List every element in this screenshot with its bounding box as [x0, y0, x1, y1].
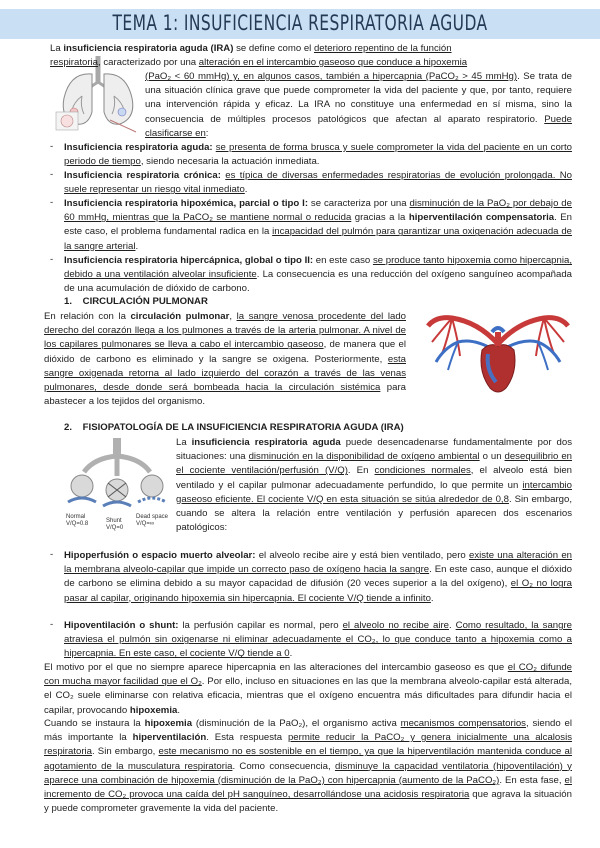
intro-body [145, 70, 572, 141]
class-underline: es típica de diversas enfermedades respiratorias de evolución prolongada. No suele representar un riesgo vital inmediato [64, 170, 572, 196]
scenario-text: . [449, 620, 456, 631]
s1-text: , [229, 311, 237, 322]
scenario-underline: existe una alteración en la membrana alveolo-capilar que impide un correcto paso de oxígeno hacia la sangre [64, 550, 572, 576]
motivo-text: El motivo por el que no siempre aparece hipercapnia en las alteraciones del intercambio gaseoso es que [44, 662, 508, 673]
class-underline: incapacidad del pulmón para garantizar una oxigenación adecuada de la sangre arterial [64, 226, 572, 252]
class-title: Insuficiencia respiratoria hipoxémica, parcial o tipo I: [64, 198, 309, 209]
section-1-body [44, 310, 406, 409]
scenario-underline: el O₂ no logra pasar al capilar, originando hipoxemia sin hipercapnia. El cociente V/Q tiende a infinito [64, 578, 573, 604]
class-text: . La consecuencia es una reducción del oxígeno sanguíneo acompañada de una acumulación de dióxido de carbono. [64, 269, 572, 295]
vq-label-normal-ratio: V/Q=0.8 [66, 521, 89, 527]
s1-text: En relación con la [44, 311, 131, 322]
pulmonary-circulation-illustration [418, 292, 578, 402]
classify-link: Puede clasificarse en [145, 113, 572, 139]
s2-underline: disminución en la disponibilidad de oxígeno ambiental [248, 451, 480, 463]
motivo-underline: el CO₂ difunde con mucha mayor facilidad que el O₂ [44, 662, 572, 688]
intro-text: se define como el [233, 43, 314, 54]
class-text: , siendo necesaria la actuación inmediata. [140, 156, 320, 168]
vq-label-shunt: Shunt [106, 518, 122, 524]
motivo-text: . [177, 704, 180, 716]
final-underline: permite reducir la PaCO₂ y genera inicialmente una alcalosis respiratoria [44, 732, 572, 758]
scenario-text: . [289, 648, 293, 660]
final-bold-term: hipoxemia [144, 718, 193, 729]
class-bold-term: hiperventilación compensatoria [408, 212, 555, 224]
scenario-text: la perfusión capilar es normal, pero [178, 620, 343, 631]
final-underline: mecanismos compensatorios [400, 718, 526, 729]
scenario-text: . En este caso, aunque el dióxido de carbono se elimina debido a su mayor capacidad de difusión (20 veces superior a la del oxígeno), [64, 564, 572, 590]
section-2-heading: 2. FISIOPATOLOGÍA DE LA INSUFICIENCIA RESPIRATORIA AGUDA (IRA) [64, 422, 404, 433]
ira-term: insuficiencia respiratoria aguda (IRA) [63, 43, 234, 54]
scenario-text: . [430, 592, 434, 604]
final-text: que agrava la situación y puede comprometer gravemente la vida del paciente. [44, 789, 572, 815]
s1-text: , de manera que el dióxido de carbono es eliminado y la sangre se oxigena. Posteriormente, [44, 339, 406, 365]
intro-underline: respiratoria [50, 57, 98, 68]
vq-drawing [64, 436, 170, 544]
vq-label-normal: Normal [66, 514, 86, 520]
final-text: . Esta respuesta [206, 732, 288, 744]
class-underline: se presenta de forma brusca y suele comprometer la vida del paciente en un corto periodo de tiempo [64, 142, 572, 168]
s1-underline: la sangre venosa procedente del lado derecho del corazón llega a los pulmones a través de la arteria pulmonar. A nivel de los capilares pulmonares se lleva a cabo el intercambio gaseoso [44, 311, 406, 351]
s1-text: para abastecer a los tejidos del organismo. [44, 382, 406, 408]
class-title: Insuficiencia respiratoria hipercápnica, global o tipo II: [64, 255, 314, 266]
scenario-title: Hipoperfusión o espacio muerto alveolar: [64, 550, 256, 561]
paragraph-motivo [44, 661, 572, 718]
class-title: Insuficiencia respiratoria aguda: [64, 142, 213, 153]
final-text: . Sin embargo, [92, 746, 159, 758]
bullet-dash: - [50, 197, 54, 208]
scenario-title: Hipoventilación o shunt: [64, 620, 179, 631]
intro-underline: alteración en el intercambio gaseoso que conduce a hipoxemia [198, 57, 468, 68]
s2-bold-term: insuficiencia respiratoria aguda [191, 437, 341, 448]
motivo-text: . Por ello, incluso en situaciones en las que la membrana alveolo-capilar está alterada, el CO₂ suele eliminarse con relativa eficacia, mientras que el oxígeno encuentra más dificultades para difundir hacia el capilar, provocando [44, 676, 572, 716]
intro-line-1 [50, 42, 572, 56]
circulation-drawing [418, 292, 578, 402]
section-2-body [176, 436, 572, 535]
class-underline: disminución de la PaO₂ por debajo de 60 mmHg, mientras que la PaCO₂ se mantiene normal o reducida [64, 198, 572, 224]
s2-text: , el alveolo está bien ventilado y el capilar pulmonar adecuadamente perfundido, lo que permite un [176, 465, 573, 491]
class-text: en este caso [313, 255, 373, 266]
final-underline: este mecanismo no es sostenible en el tiempo, ya que la hiperventilación mantenida conduce al agotamiento de la musculatura respiratoria [44, 746, 573, 772]
intro-underline: (PaO₂ < 60 mmHg) y, en algunos casos, también a hipercapnia (PaCO₂ > 45 mmHg) [145, 71, 518, 82]
final-text: Cuando se instaura la [44, 718, 145, 729]
final-bold-term: hiperventilación [132, 732, 207, 744]
s1-underline: esta sangre oxigenada retorna al lado izquierdo del corazón a través de las venas pulmonares, desde donde será bombeada hacia la circulación sistémica [44, 353, 406, 394]
paragraph-compensacion [44, 717, 572, 816]
intro-underline: deterioro repentino de la función [313, 43, 452, 54]
vq-diagram [64, 436, 170, 544]
final-text: . Como consecuencia, [232, 760, 335, 772]
final-text: , siendo el más importante la [44, 718, 573, 744]
final-text: . En esta fase, [499, 774, 565, 786]
class-item-2 [64, 169, 572, 197]
scenario-text: el alveolo recibe aire y está bien ventilado, pero [255, 550, 469, 561]
vq-label-dead-space-ratio: V/Q=∞ [136, 521, 155, 527]
s2-text: . En [347, 465, 375, 477]
s2-underline: condiciones normales [374, 465, 471, 477]
vq-label-shunt-ratio: V/Q=0 [106, 525, 124, 531]
s2-text: o un [479, 451, 505, 463]
s2-text: puede desencadenarse fundamentalmente por dos situaciones: una [176, 437, 572, 463]
class-item-4 [64, 254, 572, 297]
s2-underline: intercambio gaseoso eficiente. El cociente V/Q en esta situación se sitúa alrededor de 0,8 [176, 479, 572, 505]
page-title: TEMA 1: INSUFICIENCIA RESPIRATORIA AGUDA [112, 11, 488, 35]
intro-text: : [205, 127, 209, 139]
bullet-dash: - [50, 169, 54, 180]
s2-text: La [176, 437, 192, 448]
scenario-underline: Como resultado, la sangre atraviesa el pulmón sin oxigenarse ni eliminar adecuadamente el CO₂, lo que conduce tanto a hipoxemia como a hipercapnia. En este caso, el cociente V/Q tiende a 0 [64, 620, 572, 660]
final-underline: disminuye la capacidad ventilatoria (hipoventilación) y aparece una combinación de hipoxemia (disminución de la PaO₂) con hipercapnia (aumento de la PaCO₂) [44, 760, 572, 786]
class-item-1 [64, 141, 572, 169]
final-underline: el incremento de CO₂ provoca una caída del pH sanguíneo, desarrollándose una acidosis respiratoria [44, 774, 572, 801]
class-text: . [244, 184, 248, 196]
s2-text: . Sin embargo, cuando se altera la relación entre ventilación y perfusión aparecen dos escenarios patológicos: [176, 493, 572, 534]
vq-label-dead-space: Dead space [136, 514, 169, 520]
intro-line-2: respiratoria, caracterizado por una alteración en el intercambio gaseoso que conduce a hipoxemia [50, 57, 468, 68]
bullet-dash: - [50, 549, 54, 560]
scenario-dead-space [64, 549, 572, 606]
motivo-bold-term: hipoxemia [129, 704, 178, 716]
class-underline: se produce tanto hipoxemia como hipercapnia, debido a una ventilación alveolar insuficiente [64, 255, 572, 281]
class-text: gracias a la [351, 212, 409, 224]
s2-underline: desequilibrio en el cociente ventilación/perfusión (V/Q) [176, 451, 573, 477]
class-text: . En este caso, el problema fundamental radica en la [64, 212, 572, 238]
intro-text: . Se trata de una situación clínica grave que puede comprometer la vida del paciente y que, por tanto, requiere una intervención rápida y eficaz. La IRA no constituye una enfermedad en sí misma, sino la consecuencia de múltiples procesos patológicos que afectan al aparato respiratorio. [145, 71, 573, 125]
s1-bold-term: circulación pulmonar [130, 311, 230, 322]
bullet-dash: - [50, 254, 54, 265]
scenario-underline: el alveolo no recibe aire [342, 620, 450, 631]
intro-text: La [50, 43, 64, 54]
class-item-3 [64, 197, 572, 254]
class-text: . [135, 240, 139, 252]
bullet-dash: - [50, 141, 54, 152]
final-text: (disminución de la PaO₂), el organismo activa [192, 718, 401, 729]
scenario-shunt [64, 619, 572, 662]
section-1-heading: 1. CIRCULACIÓN PULMONAR [64, 296, 208, 307]
bullet-dash: - [50, 619, 54, 630]
class-title: Insuficiencia respiratoria crónica: [64, 170, 221, 181]
class-text: se caracteriza por una [308, 198, 410, 209]
